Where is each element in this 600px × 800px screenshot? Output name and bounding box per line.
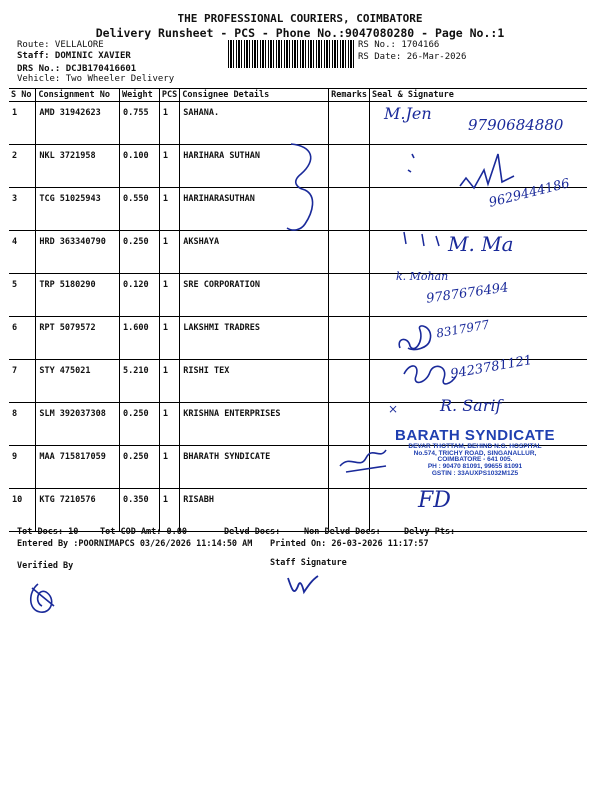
cell-weight: 0.250 (119, 231, 159, 274)
handwritten-name-row1: M.Jen (384, 104, 432, 123)
cell-remarks (329, 317, 370, 360)
runsheet-subtitle: Delivery Runsheet - PCS - Phone No.:9047080280 - Page No.:1 (95, 26, 505, 40)
stamp-address-1: DEVAR THOTTAM, BEHIND N.G. HOSPITAL (408, 442, 542, 450)
cell-sno: 10 (9, 489, 36, 532)
cell-consignment: MAA 715817059 (36, 446, 120, 489)
company-title: THE PROFESSIONAL COURIERS, COIMBATORE (177, 12, 423, 25)
stamp-company-name: BARATH SYNDICATE (395, 427, 555, 444)
cell-sno: 9 (9, 446, 36, 489)
handwritten-phone-row5: 9787676494 (425, 280, 510, 307)
staff-label: Staff: DOMINIC XAVIER (17, 51, 131, 61)
table-row (9, 317, 587, 360)
signature-row4-dots (398, 226, 448, 256)
cell-consignee: AKSHAYA (180, 231, 329, 274)
bracket-mark (283, 140, 323, 235)
verifier-signature (24, 578, 64, 618)
cell-weight: 0.250 (119, 403, 159, 446)
cell-weight: 5.210 (119, 360, 159, 403)
drs-number: DRS No.: DCJB170416601 (17, 64, 137, 74)
printed-on: Printed On: 26-03-2026 11:17:57 (270, 539, 429, 549)
cell-pcs: 1 (159, 317, 179, 360)
cell-pcs: 1 (159, 489, 179, 532)
handwritten-name-row8: R. Sarif (440, 396, 502, 415)
cell-weight: 1.600 (119, 317, 159, 360)
handwritten-phone-row1: 9790684880 (468, 116, 564, 134)
col-remarks: Remarks (329, 89, 370, 102)
cell-pcs: 1 (159, 145, 179, 188)
handwritten-phone-row6: 8317977 (435, 317, 491, 341)
route-label: Route: VELLALORE (17, 40, 104, 50)
cell-consignee: SRE CORPORATION (180, 274, 329, 317)
cell-pcs: 1 (159, 360, 179, 403)
stamp-phone: PH : 90470 81091, 99655 81091 (427, 463, 523, 471)
delivered-docs: Delvd Docs: (224, 527, 281, 537)
cell-remarks (329, 188, 370, 231)
signature-row9 (336, 440, 396, 480)
cell-pcs: 1 (159, 446, 179, 489)
handwritten-name-row5: k. Mohan (396, 270, 449, 283)
cell-weight: 0.120 (119, 274, 159, 317)
handwritten-name-row4: M. Ma (448, 232, 514, 256)
cell-sno: 4 (9, 231, 36, 274)
cell-remarks (329, 102, 370, 145)
cell-remarks (329, 231, 370, 274)
delivery-points: Delvy Pts: (404, 527, 456, 537)
cell-consignment: KTG 7210576 (36, 489, 120, 532)
staff-signature-label: Staff Signature (270, 558, 347, 568)
cell-pcs: 1 (159, 188, 179, 231)
table-row (9, 489, 587, 532)
cell-consignment: TCG 51025943 (36, 188, 120, 231)
stamp-gstin: GSTIN : 33AUXPS1032M1Z5 (431, 470, 519, 477)
cell-remarks (329, 274, 370, 317)
col-seal-signature: Seal & Signature (370, 89, 588, 102)
barcode (228, 40, 356, 68)
cell-pcs: 1 (159, 231, 179, 274)
cell-consignment: STY 475021 (36, 360, 120, 403)
handwritten-phone-row7: 9423781121 (449, 352, 534, 383)
cell-pcs: 1 (159, 403, 179, 446)
non-delivered-docs: Non Delvd Docs: (304, 527, 381, 537)
cell-consignee: BHARATH SYNDICATE (180, 446, 329, 489)
cell-sno: 1 (9, 102, 36, 145)
cell-consignee: RISABH (180, 489, 329, 532)
handwritten-mark-row10: FD (418, 488, 451, 513)
cell-weight: 0.350 (119, 489, 159, 532)
company-stamp (390, 428, 560, 478)
cell-remarks (329, 360, 370, 403)
cell-consignee: LAKSHMI TRADRES (180, 317, 329, 360)
cell-sno: 3 (9, 188, 36, 231)
total-cod-amount: Tot COD Amt: 0.00 (100, 527, 187, 537)
cell-weight: 0.755 (119, 102, 159, 145)
cell-sno: 2 (9, 145, 36, 188)
entered-by: Entered By :POORNIMAPCS 03/26/2026 11:14:50 AM (17, 539, 253, 549)
cell-consignment: SLM 392037308 (36, 403, 120, 446)
cell-consignment: RPT 5079572 (36, 317, 120, 360)
cell-pcs: 1 (159, 102, 179, 145)
total-docs: Tot Docs: 10 (17, 527, 79, 537)
stamp-address-3: COIMBATORE - 641 005. (437, 456, 513, 464)
col-consignee: Consignee Details (180, 89, 329, 102)
cell-consignee: HARIHARASUTHAN (180, 188, 329, 231)
cell-consignment: NKL 3721958 (36, 145, 120, 188)
cell-sno: 6 (9, 317, 36, 360)
handwritten-phone-row3: 9629444186 (487, 176, 572, 211)
cell-sno: 5 (9, 274, 36, 317)
col-consignment: Consignment No (36, 89, 120, 102)
col-sno: S No (9, 89, 36, 102)
cell-remarks (329, 489, 370, 532)
cross-mark-row8: × (388, 402, 399, 416)
rs-number: RS No.: 1704166 (358, 40, 440, 50)
cell-consignment: AMD 31942623 (36, 102, 120, 145)
col-pcs: PCS (159, 89, 179, 102)
cell-consignee: RISHI TEX (180, 360, 329, 403)
cell-consignment: HRD 363340790 (36, 231, 120, 274)
staff-signature (284, 570, 324, 600)
cell-weight: 0.100 (119, 145, 159, 188)
rs-date: RS Date: 26-Mar-2026 (358, 52, 467, 62)
cell-consignee: SAHANA. (180, 102, 329, 145)
verified-by-label: Verified By (17, 561, 74, 571)
cell-consignee: KRISHNA ENTERPRISES (180, 403, 329, 446)
cell-sno: 8 (9, 403, 36, 446)
cell-weight: 0.250 (119, 446, 159, 489)
cell-remarks (329, 145, 370, 188)
cell-sno: 7 (9, 360, 36, 403)
col-weight: Weight (119, 89, 159, 102)
vehicle-label: Vehicle: Two Wheeler Delivery (17, 74, 175, 84)
cell-pcs: 1 (159, 274, 179, 317)
cell-consignee: HARIHARA SUTHAN (180, 145, 329, 188)
cell-weight: 0.550 (119, 188, 159, 231)
table-header-row (9, 89, 587, 102)
stamp-address-2: No.574, TRICHY ROAD, SINGANALLUR, (413, 449, 537, 457)
cell-signature (370, 489, 588, 532)
cell-consignment: TRP 5180290 (36, 274, 120, 317)
